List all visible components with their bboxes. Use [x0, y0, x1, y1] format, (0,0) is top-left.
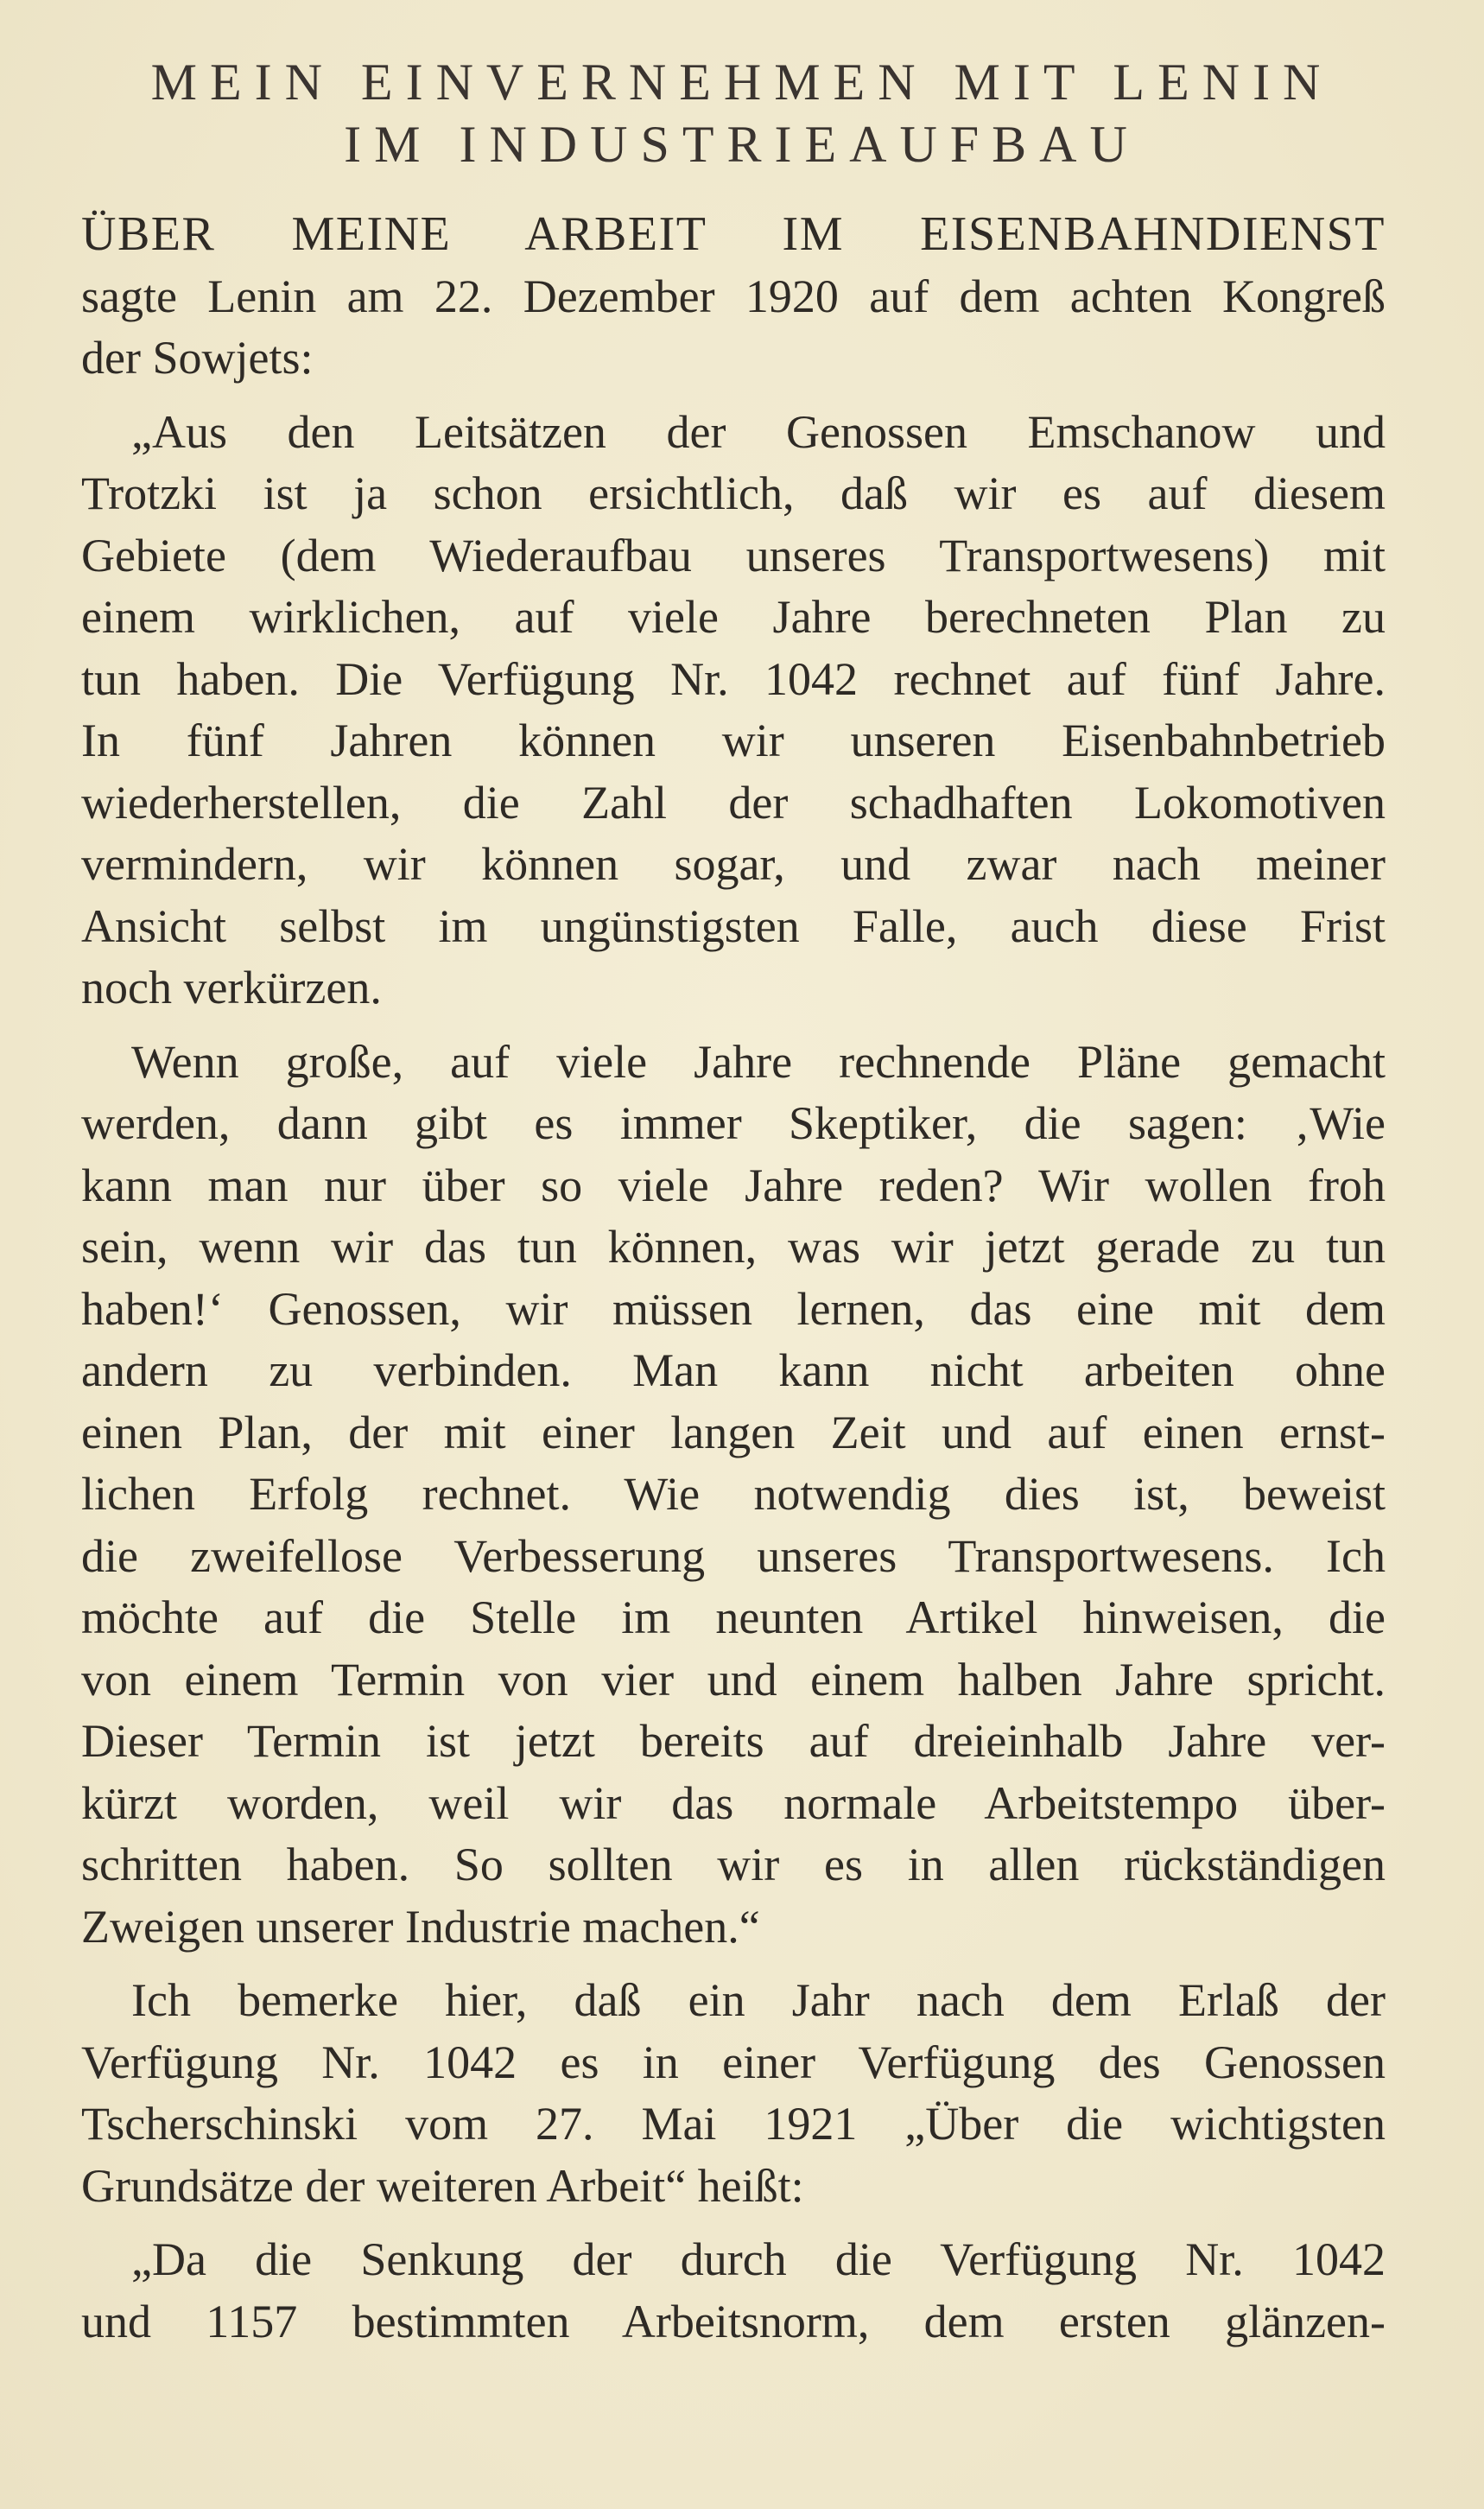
- text-line: noch verkürzen.: [81, 962, 382, 1013]
- text-line: der Sowjets:: [81, 332, 314, 384]
- paragraph-2: [81, 402, 1386, 1019]
- text-line: möchte auf die Stelle im neunten Artikel hinweisen, die: [81, 1591, 1386, 1643]
- paragraph-3: [81, 1032, 1386, 1959]
- text-line: Zweigen unserer Industrie machen.“: [81, 1900, 760, 1953]
- text-line: „Da die Senkung der durch die Verfügung Nr. 1042: [131, 2233, 1386, 2285]
- text-line: Ansicht selbst im ungünstigsten Falle, auch diese Frist: [81, 899, 1386, 952]
- text-line: Gebiete (dem Wiederaufbau unseres Transportwesens) mit: [81, 529, 1386, 581]
- text-line: schritten haben. So sollten wir es in allen rückständigen: [81, 1839, 1386, 1890]
- text-line: „Aus den Leitsätzen der Genossen Emschanow und: [131, 405, 1386, 458]
- chapter-heading-line-2: IM INDUSTRIEAUFBAU: [344, 116, 1140, 173]
- text-line: von einem Termin von vier und einem halben Jahre spricht.: [81, 1653, 1386, 1705]
- text-line: tun haben. Die Verfügung Nr. 1042 rechnet auf fünf Jahre.: [81, 652, 1386, 705]
- text-line: andern zu verbinden. Man kann nicht arbeiten ohne: [81, 1344, 1386, 1396]
- text-line: kann man nur über so viele Jahre reden? Wir wollen froh: [81, 1159, 1386, 1211]
- text-line: werden, dann gibt es immer Skeptiker, die sagen: ‚Wie: [81, 1097, 1386, 1149]
- text-line: ÜBER MEINE ARBEIT IM EISENBAHNDIENST: [81, 207, 1386, 261]
- text-line: lichen Erfolg rechnet. Wie notwendig dies ist, beweist: [81, 1468, 1386, 1520]
- text-line: Ich bemerke hier, daß ein Jahr nach dem Erlaß der: [131, 1974, 1386, 2026]
- text-line: sein, wenn wir das tun können, was wir jetzt gerade zu tun: [81, 1221, 1386, 1273]
- text-line: haben!‘ Genossen, wir müssen lernen, das eine mit dem: [81, 1282, 1386, 1335]
- text-line: Tscherschinski vom 27. Mai 1921 „Über die wichtigsten: [81, 2098, 1386, 2150]
- text-line: wiederherstellen, die Zahl der schadhaften Lokomotiven: [81, 776, 1386, 829]
- text-line: und 1157 bestimmten Arbeitsnorm, dem ersten glänzen-: [81, 2295, 1386, 2347]
- text-line: kürzt worden, weil wir das normale Arbeitstempo über-: [81, 1776, 1386, 1829]
- text-line: vermindern, wir können sogar, und zwar nach meiner: [81, 838, 1386, 890]
- text-line: Dieser Termin ist jetzt bereits auf dreieinhalb Jahre ver-: [81, 1715, 1386, 1767]
- body-text: [81, 204, 1386, 2353]
- text-line: sagte Lenin am 22. Dezember 1920 auf dem achten Kongreß: [81, 270, 1386, 322]
- text-line: Grundsätze der weiteren Arbeit“ heißt:: [81, 2159, 804, 2212]
- chapter-heading-line-1: MEIN EINVERNEHMEN MIT LENIN: [150, 54, 1334, 111]
- text-line: Verfügung Nr. 1042 es in einer Verfügung des Genossen: [81, 2036, 1386, 2088]
- paragraph-5: [81, 2229, 1386, 2353]
- text-line: Trotzki ist ja schon ersichtlich, daß wir es auf diesem: [81, 467, 1386, 519]
- text-line: einen Plan, der mit einer langen Zeit und auf einen ernst-: [81, 1406, 1386, 1458]
- text-line: Wenn große, auf viele Jahre rechnende Pläne gemacht: [131, 1035, 1386, 1088]
- text-line: einem wirklichen, auf viele Jahre berechneten Plan zu: [81, 591, 1386, 643]
- paragraph-1: [81, 204, 1386, 390]
- paragraph-4: [81, 1970, 1386, 2217]
- text-line: die zweifellose Verbesserung unseres Transportwesens. Ich: [81, 1529, 1386, 1582]
- text-line: In fünf Jahren können wir unseren Eisenbahnbetrieb: [81, 715, 1386, 766]
